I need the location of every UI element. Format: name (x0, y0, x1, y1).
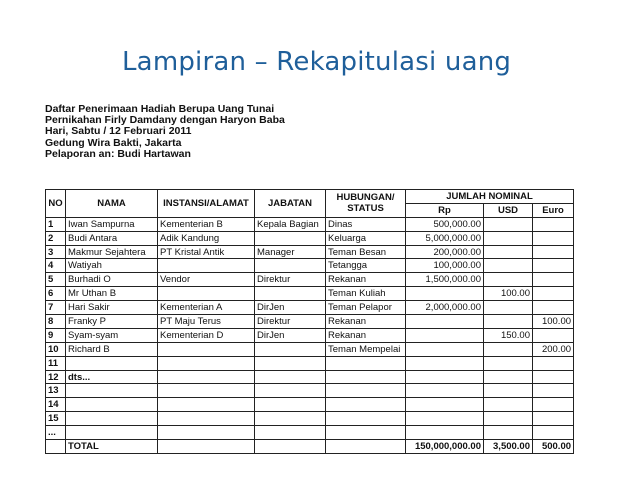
total-label: TOTAL (66, 440, 158, 454)
cell-rp (406, 315, 484, 329)
cell-euro (533, 301, 574, 315)
cell-hubungan (326, 370, 406, 384)
cell-jabatan (255, 426, 326, 440)
cell-euro (533, 287, 574, 301)
table-row (46, 328, 574, 342)
cell-no: 6 (46, 287, 66, 301)
table-row (46, 231, 574, 245)
header-jabatan: JABATAN (255, 190, 326, 218)
cell-no: 5 (46, 273, 66, 287)
cell-no: 2 (46, 231, 66, 245)
header-jumlah-nominal: JUMLAH NOMINAL (406, 190, 574, 204)
cell-instansi (158, 356, 255, 370)
cell-jabatan: Kepala Bagian (255, 217, 326, 231)
cell-usd (484, 217, 533, 231)
cell-rp: 100,000.00 (406, 259, 484, 273)
table-row (46, 426, 574, 440)
cell-no: 10 (46, 342, 66, 356)
cell-no: ... (46, 426, 66, 440)
cell-usd: 100.00 (484, 287, 533, 301)
cell-nama: Franky P (66, 315, 158, 329)
cell-nama: Mr Uthan B (66, 287, 158, 301)
cell-euro (533, 384, 574, 398)
cell-usd (484, 342, 533, 356)
cell-instansi (158, 342, 255, 356)
cell-usd (484, 245, 533, 259)
total-no-cell (46, 440, 66, 454)
header-euro: Euro (533, 203, 574, 217)
table-row (46, 356, 574, 370)
cell-euro (533, 217, 574, 231)
cell-usd (484, 231, 533, 245)
cell-instansi (158, 426, 255, 440)
cell-rp: 2,000,000.00 (406, 301, 484, 315)
table-row (46, 384, 574, 398)
cell-instansi (158, 259, 255, 273)
header-hubungan: HUBUNGAN/ STATUS (326, 190, 406, 218)
cell-nama: Syam-syam (66, 328, 158, 342)
cell-hubungan: Teman Mempelai (326, 342, 406, 356)
cell-no: 12 (46, 370, 66, 384)
cell-jabatan: Manager (255, 245, 326, 259)
cell-euro (533, 231, 574, 245)
cell-rp: 1,500,000.00 (406, 273, 484, 287)
cell-nama: Budi Antara (66, 231, 158, 245)
table-row (46, 217, 574, 231)
scanned-document (45, 103, 605, 452)
cell-nama: Watiyah (66, 259, 158, 273)
cell-nama: Richard B (66, 342, 158, 356)
cell-rp (406, 398, 484, 412)
rekap-table (45, 189, 574, 454)
cell-no: 14 (46, 398, 66, 412)
cell-euro (533, 398, 574, 412)
cell-instansi (158, 412, 255, 426)
table-row (46, 342, 574, 356)
header-line: Daftar Penerimaan Hadiah Berupa Uang Tunai (45, 103, 275, 115)
total-rp: 150,000,000.00 (406, 440, 484, 454)
cell-euro (533, 273, 574, 287)
cell-nama (66, 356, 158, 370)
cell-jabatan (255, 259, 326, 273)
cell-usd (484, 273, 533, 287)
cell-instansi: PT Maju Terus (158, 315, 255, 329)
cell-nama (66, 426, 158, 440)
header-rp: Rp (406, 203, 484, 217)
cell-hubungan: Keluarga (326, 231, 406, 245)
header-usd: USD (484, 203, 533, 217)
cell-nama: Makmur Sejahtera (66, 245, 158, 259)
cell-jabatan: Direktur (255, 315, 326, 329)
cell-rp (406, 370, 484, 384)
cell-hubungan: Teman Pelapor (326, 301, 406, 315)
table-row (46, 259, 574, 273)
table-row (46, 412, 574, 426)
cell-hubungan (326, 412, 406, 426)
table-row (46, 301, 574, 315)
cell-jabatan: DirJen (255, 301, 326, 315)
cell-rp: 5,000,000.00 (406, 231, 484, 245)
cell-rp (406, 412, 484, 426)
header-no: NO (46, 190, 66, 218)
cell-hubungan: Rekanan (326, 315, 406, 329)
cell-jabatan (255, 398, 326, 412)
cell-instansi (158, 384, 255, 398)
cell-no: 9 (46, 328, 66, 342)
cell-no: 7 (46, 301, 66, 315)
cell-hubungan (326, 426, 406, 440)
cell-nama: Burhadi O (66, 273, 158, 287)
cell-rp (406, 426, 484, 440)
cell-usd (484, 356, 533, 370)
cell-no: 3 (46, 245, 66, 259)
cell-rp (406, 356, 484, 370)
cell-hubungan (326, 356, 406, 370)
cell-nama: Iwan Sampurna (66, 217, 158, 231)
cell-hubungan: Teman Besan (326, 245, 406, 259)
cell-no: 1 (46, 217, 66, 231)
header-instansi: INSTANSI/ALAMAT (158, 190, 255, 218)
document-header (45, 104, 605, 160)
cell-rp (406, 328, 484, 342)
header-line: Gedung Wira Bakti, Jakarta (45, 136, 182, 149)
cell-usd (484, 412, 533, 426)
table-row (46, 398, 574, 412)
total-euro: 500.00 (533, 440, 574, 454)
cell-jabatan: DirJen (255, 328, 326, 342)
cell-hubungan: Rekanan (326, 328, 406, 342)
table-row (46, 245, 574, 259)
cell-rp (406, 287, 484, 301)
cell-nama: Hari Sakir (66, 301, 158, 315)
cell-nama (66, 412, 158, 426)
cell-rp (406, 342, 484, 356)
cell-jabatan (255, 231, 326, 245)
cell-euro (533, 328, 574, 342)
cell-euro: 100.00 (533, 315, 574, 329)
slide-title: Lampiran – Rekapitulasi uang (122, 47, 512, 77)
cell-instansi: Adik Kandung (158, 231, 255, 245)
cell-rp: 500,000.00 (406, 217, 484, 231)
cell-usd (484, 398, 533, 412)
cell-instansi: Kementerian D (158, 328, 255, 342)
cell-hubungan (326, 398, 406, 412)
cell-usd (484, 426, 533, 440)
cell-no: 15 (46, 412, 66, 426)
cell-instansi: Kementerian B (158, 217, 255, 231)
cell-hubungan: Tetangga (326, 259, 406, 273)
cell-hubungan: Teman Kuliah (326, 287, 406, 301)
cell-no: 8 (46, 315, 66, 329)
cell-jabatan: Direktur (255, 273, 326, 287)
cell-jabatan (255, 287, 326, 301)
cell-euro (533, 370, 574, 384)
cell-no: 11 (46, 356, 66, 370)
cell-usd (484, 301, 533, 315)
cell-jabatan (255, 356, 326, 370)
header-line: Hari, Sabtu / 12 Februari 2011 (45, 125, 192, 138)
cell-nama (66, 384, 158, 398)
cell-euro: 200.00 (533, 342, 574, 356)
cell-rp: 200,000.00 (406, 245, 484, 259)
cell-euro (533, 259, 574, 273)
cell-nama (66, 398, 158, 412)
table-row (46, 273, 574, 287)
cell-hubungan: Rekanan (326, 273, 406, 287)
cell-euro (533, 426, 574, 440)
cell-jabatan (255, 412, 326, 426)
cell-instansi (158, 370, 255, 384)
cell-euro (533, 412, 574, 426)
cell-instansi: PT Kristal Antik (158, 245, 255, 259)
cell-instansi: Kementerian A (158, 301, 255, 315)
header-line: Pelaporan an: Budi Hartawan (45, 147, 191, 160)
total-row (46, 440, 574, 454)
cell-euro (533, 245, 574, 259)
table-row (46, 287, 574, 301)
total-usd: 3,500.00 (484, 440, 533, 454)
cell-instansi (158, 398, 255, 412)
cell-instansi (158, 287, 255, 301)
cell-usd (484, 259, 533, 273)
cell-usd (484, 315, 533, 329)
cell-jabatan (255, 384, 326, 398)
cell-hubungan (326, 384, 406, 398)
cell-hubungan: Dinas (326, 217, 406, 231)
cell-nama: dts... (66, 370, 158, 384)
header-nama: NAMA (66, 190, 158, 218)
table-row (46, 370, 574, 384)
cell-usd (484, 370, 533, 384)
cell-instansi: Vendor (158, 273, 255, 287)
cell-jabatan (255, 342, 326, 356)
cell-no: 4 (46, 259, 66, 273)
table-row (46, 315, 574, 329)
cell-rp (406, 384, 484, 398)
cell-usd: 150.00 (484, 328, 533, 342)
cell-no: 13 (46, 384, 66, 398)
header-line: Pernikahan Firly Damdany dengan Haryon Baba (45, 114, 285, 127)
cell-euro (533, 356, 574, 370)
cell-usd (484, 384, 533, 398)
cell-jabatan (255, 370, 326, 384)
